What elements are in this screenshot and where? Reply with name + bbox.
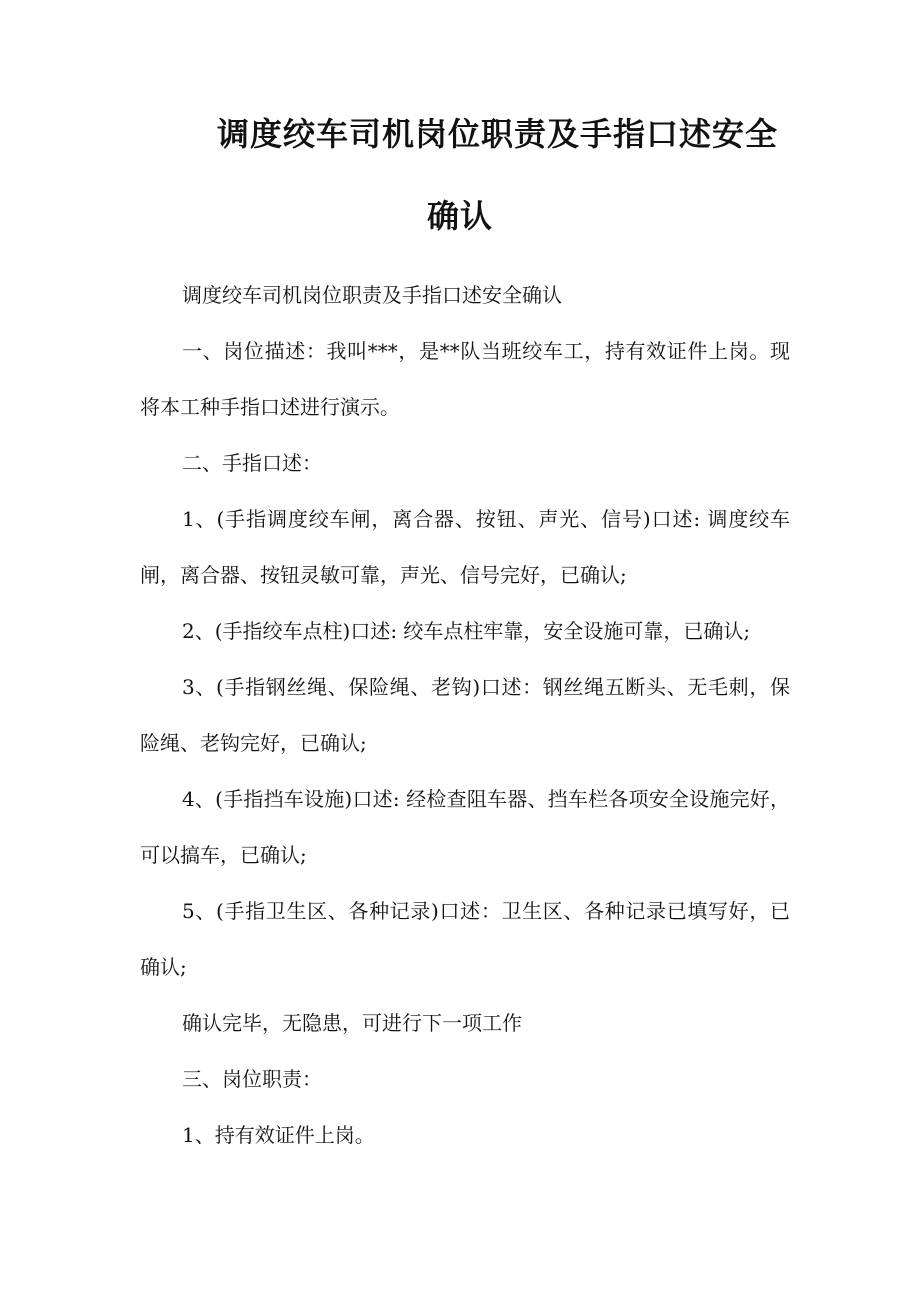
document-title-line-2: 确认: [426, 197, 493, 235]
duty-heading: 三、岗位职责：: [182, 1067, 322, 1091]
oral-item-5: 5、(手指卫生区、各种记录)口述：卫生区、各种记录已填写好，已确认;: [140, 899, 790, 979]
duty-item-1: 1、持有效证件上岗。: [182, 1123, 375, 1147]
job-description-paragraph: 一、岗位描述：我叫***，是**队当班绞车工，持有效证件上岗。现将本工种手指口述进行演示。: [140, 339, 790, 419]
subtitle-paragraph: 调度绞车司机岗位职责及手指口述安全确认: [182, 283, 562, 307]
document-title-line-1: 调度绞车司机岗位职责及手指口述安全: [217, 115, 779, 153]
oral-item-2: 2、(手指绞车点柱)口述: 绞车点柱牢靠，安全设施可靠，已确认;: [182, 619, 751, 643]
confirm-paragraph: 确认完毕，无隐患，可进行下一项工作: [182, 1011, 522, 1035]
oral-item-1: 1、(手指调度绞车闸，离合器、按钮、声光、信号)口述: 调度绞车闸，离合器、按钮灵敏可靠，声光、信号完好，已确认;: [140, 507, 790, 587]
oral-heading: 二、手指口述：: [182, 451, 322, 475]
oral-item-4: 4、(手指挡车设施)口述: 经检查阻车器、挡车栏各项安全设施完好，可以搞车，已确认;: [140, 787, 790, 867]
oral-item-3: 3、(手指钢丝绳、保险绳、老钩)口述：钢丝绳五断头、无毛刺，保险绳、老钩完好，已确认;: [140, 675, 790, 755]
